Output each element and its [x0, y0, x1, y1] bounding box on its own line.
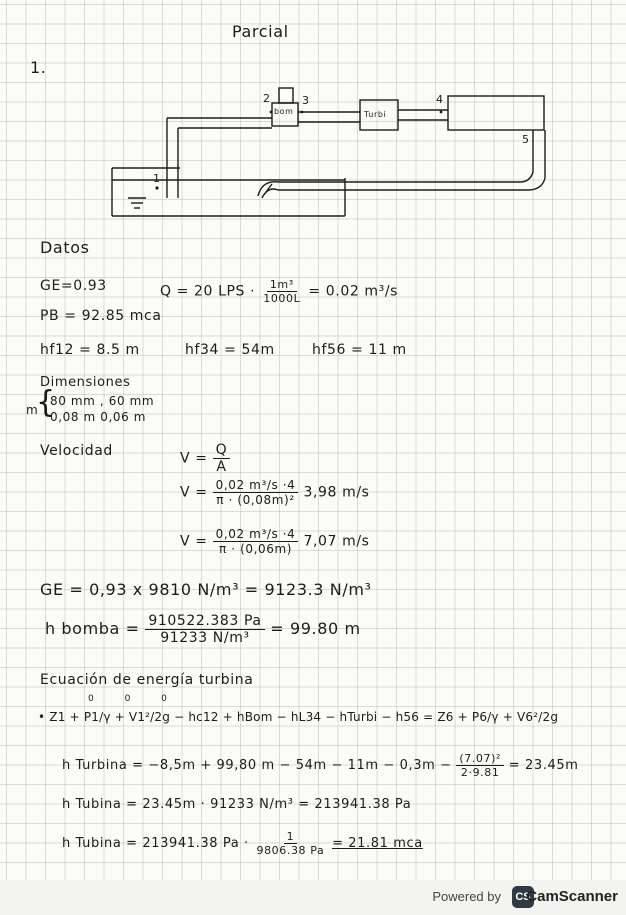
return-bend-outer — [528, 178, 545, 190]
velocidad-heading: Velocidad — [40, 443, 113, 459]
v2-den: π · (0,06m) — [219, 542, 293, 556]
tubina-mca-lhs: h Tubina = 213941.38 Pa · — [62, 836, 249, 851]
velocity-formula — [180, 442, 230, 475]
point-label-3: 3 — [302, 94, 310, 107]
tubina-pa: h Tubina = 23.45m · 91233 N/m³ = 213941.38 Pa — [62, 797, 412, 812]
page-title: Parcial — [232, 22, 289, 41]
pump-top — [279, 88, 293, 103]
return-outlet — [258, 182, 278, 198]
hf56-value: hf56 = 11 m — [312, 342, 407, 358]
energy-heading: Ecuación de energía turbina — [40, 672, 254, 688]
tubina-mca-result: = 21.81 mca — [332, 836, 423, 851]
dimension-m: 0,08 m 0,06 m — [50, 410, 147, 424]
v1-result: 3,98 m/s — [303, 484, 370, 501]
v1-lhs: V = — [180, 484, 208, 501]
hbomba-num: 910522.383 Pa — [145, 613, 264, 630]
velocity-formula-lhs: V = — [180, 450, 208, 467]
hbomba-calc — [45, 613, 361, 646]
zero-marks: 0 0 0 — [88, 694, 181, 704]
q-frac-num: 1m³ — [267, 278, 297, 292]
turbina-line: h Turbina = −8,5m + 99,80 m − 54m − 11m − 0,3m − — [62, 758, 452, 773]
turbina-den: 2·9.81 — [460, 766, 500, 779]
turbina-calc — [62, 752, 578, 779]
dimension-brace: { — [36, 385, 56, 420]
turbina-result: = 23.45m — [508, 758, 579, 773]
point-label-2: 2 — [263, 92, 271, 105]
point-label-5: 5 — [522, 133, 530, 146]
turbine-label: Turbi — [364, 110, 387, 119]
hbomba-den: 91233 N/m³ — [160, 630, 250, 646]
energy-equation: • Z1 + P1/γ + V1²/2g − hc12 + hBom − hL34 − hTurbi − h56 = Z6 + P6/γ + V6²/2g — [38, 710, 559, 724]
v1-den: π · (0,08m)² — [216, 493, 295, 507]
hf34-value: hf34 = 54m — [185, 342, 275, 358]
tubina-mca-fraction — [253, 830, 327, 857]
v2-num: 0,02 m³/s ·4 — [213, 527, 299, 542]
gamma-line: GE = 0,93 x 9810 N/m³ = 9123.3 N/m³ — [40, 580, 372, 599]
dimensiones-heading: Dimensiones — [40, 375, 131, 390]
velocity-formula-den: A — [216, 459, 227, 475]
q-lhs: Q = 20 LPS · — [160, 283, 256, 300]
hbomba-lhs: h bomba = — [45, 619, 140, 638]
return-bend-inner — [520, 172, 533, 182]
ge-value: GE=0.93 — [40, 278, 107, 294]
v2-result: 7,07 m/s — [303, 533, 370, 550]
q-result: = 0.02 m³/s — [308, 283, 399, 300]
velocity-1 — [180, 478, 370, 507]
camscanner-brand: CamScanner — [526, 888, 618, 905]
powered-by-text: Powered by — [432, 889, 501, 904]
hbomba-result: = 99.80 m — [270, 619, 361, 638]
q-frac-den: 1000L — [263, 292, 301, 305]
turbina-fraction — [456, 752, 504, 779]
v2-lhs: V = — [180, 533, 208, 550]
piping-diagram — [0, 0, 626, 240]
point-label-1: 1 — [153, 172, 161, 185]
datos-heading: Datos — [40, 238, 90, 257]
q-fraction — [260, 278, 303, 305]
dimension-mm: 80 mm , 60 mm — [50, 394, 155, 408]
point-label-4: 4 — [436, 93, 444, 106]
velocity-formula-fraction — [213, 442, 231, 475]
v1-fraction — [213, 478, 299, 507]
pump-label: bom — [274, 107, 294, 116]
tubina-mca-calc — [62, 830, 423, 857]
problem-number: 1. — [30, 58, 47, 77]
dimension-unit-m: m — [26, 403, 39, 417]
scanner-footer — [0, 880, 626, 915]
flow-conversion — [160, 278, 398, 305]
tubina-mca-den: 9806.38 Pa — [256, 844, 325, 857]
v1-num: 0,02 m³/s ·4 — [213, 478, 299, 493]
tubina-mca-num: 1 — [284, 830, 298, 844]
turbina-num: (7.07)² — [456, 752, 504, 766]
camscanner-logo-icon: CS — [512, 886, 534, 908]
pb-value: PB = 92.85 mca — [40, 308, 162, 324]
velocity-formula-num: Q — [213, 442, 231, 459]
hbomba-fraction — [145, 613, 264, 646]
velocity-2 — [180, 527, 370, 556]
upper-tank — [448, 96, 544, 130]
hf12-value: hf12 = 8.5 m — [40, 342, 140, 358]
v2-fraction — [213, 527, 299, 556]
